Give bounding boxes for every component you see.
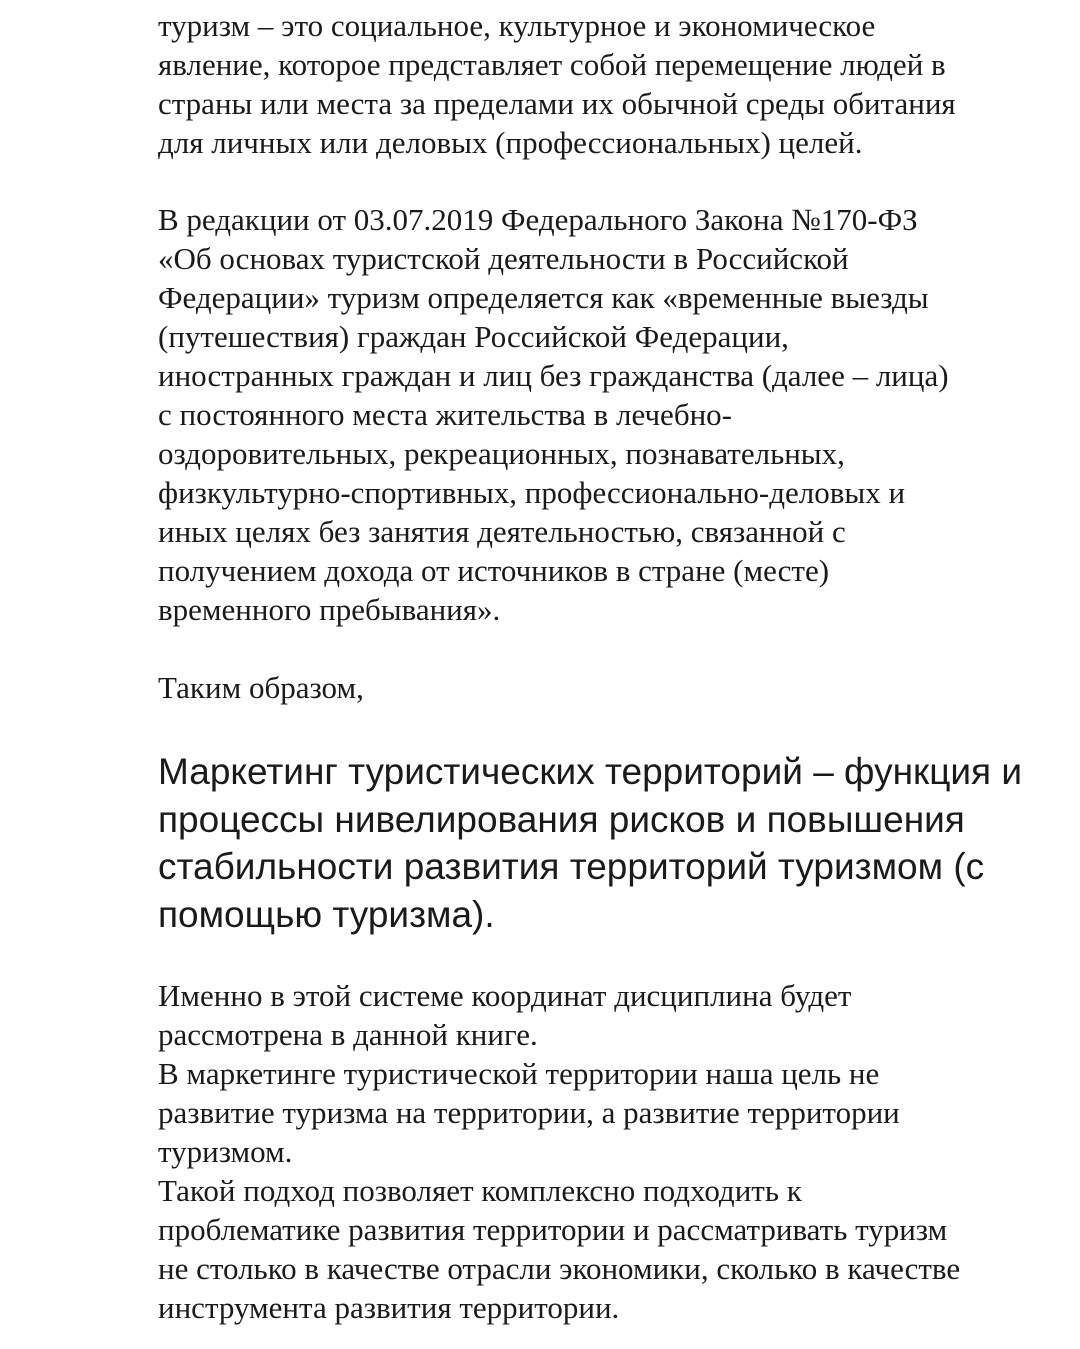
definition-block [158, 748, 1063, 938]
text-line: временного пребывания». [158, 592, 501, 627]
text-line: иностранных граждан и лиц без гражданства (далее – лица) [158, 358, 949, 393]
paragraph-tourism-definition [158, 6, 1063, 162]
text-line: Именно в этой системе координат дисциплина будет [158, 978, 852, 1013]
text-line: иных целях без занятия деятельностью, связанной с [158, 514, 846, 549]
definition-line: стабильности развития территорий туризмом (с [158, 846, 985, 887]
text-line: физкультурно-спортивных, профессионально-деловых и [158, 475, 906, 510]
paragraph-thus [158, 668, 1063, 707]
definition-line: помощью туризма). [158, 893, 495, 935]
definition-line: процессы нивелирования рисков и повышения [158, 798, 965, 840]
text-line: Такой подход позволяет комплексно подходить к [158, 1173, 802, 1208]
text-line: В маркетинге туристической территории наша цель не [158, 1056, 880, 1091]
text-line: получением дохода от источников в стране (месте) [158, 553, 830, 588]
text-line: для личных или деловых (профессиональных) целей. [158, 125, 863, 160]
text-line: туризмом. [158, 1134, 293, 1169]
text-line: страны или места за пределами их обычной среды обитания [158, 86, 956, 121]
text-line: Таким образом, [158, 670, 364, 705]
paragraph-coordinate-system [158, 976, 1063, 1327]
text-line: развитие туризма на территории, а развитие территории [158, 1095, 900, 1130]
text-line: рассмотрена в данной книге. [158, 1017, 538, 1052]
paragraph-federal-law [158, 200, 1063, 629]
text-line: Федерации» туризм определяется как «временные выезды [158, 280, 929, 315]
cut-off-line [158, 0, 1058, 4]
text-line: В редакции от 03.07.2019 Федерального Закона №170-ФЗ [158, 202, 918, 237]
text-line: (путешествия) граждан Российской Федерации, [158, 319, 789, 354]
text-line: оздоровительных, рекреационных, познавательных, [158, 436, 845, 471]
text-line: явление, которое представляет собой перемещение людей в [158, 47, 946, 82]
text-line: проблематике развития территории и рассматривать туризм [158, 1212, 948, 1247]
definition-line: Маркетинг туристических территорий – функция и [158, 751, 1023, 792]
text-line: с постоянного места жительства в лечебно- [158, 397, 732, 432]
text-line: инструмента развития территории. [158, 1290, 620, 1325]
text-line: туризм – это социальное, культурное и экономическое [158, 8, 876, 43]
text-line: не столько в качестве отрасли экономики, сколько в качестве [158, 1251, 961, 1286]
text-line: «Об основах туристской деятельности в Российской [158, 241, 849, 276]
